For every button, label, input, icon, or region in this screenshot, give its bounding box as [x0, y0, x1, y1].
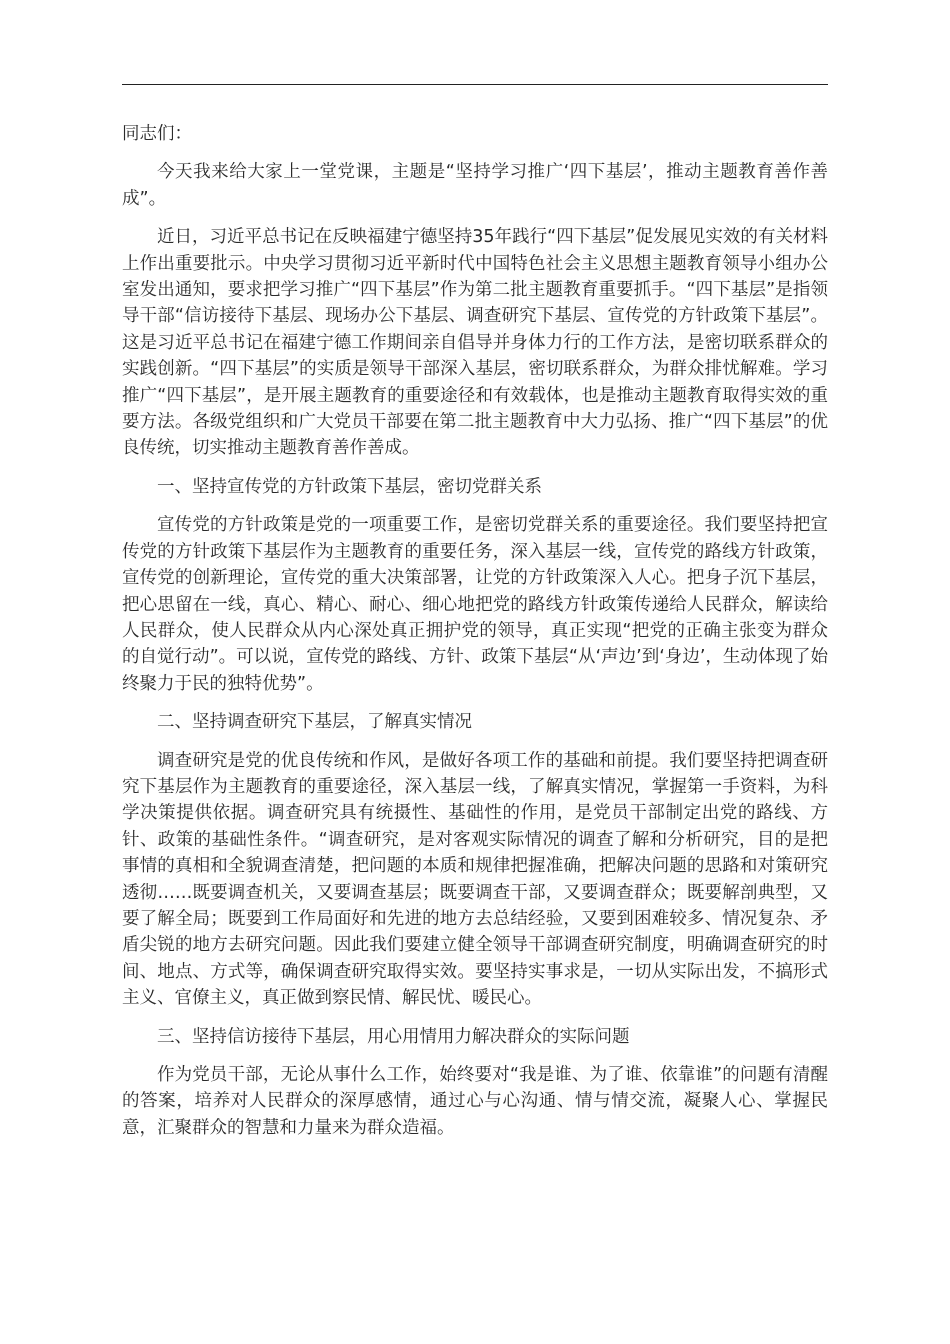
section-body-2: 调查研究是党的优良传统和作风，是做好各项工作的基础和前提。我们要坚持把调查研究下基层作为主题教育的重要途径，深入基层一线，了解真实情况，掌握第一手资料，为科学决策提供依据。调查研究具有统摄性、基础性的作用，是党员干部制定出党的路线、方针、政策的基础性条件。“调查研究，是对客观实际情况的调查了解和分析研究，目的是把事情的真相和全貌调查清楚，把问题的本质和规律把握准确，把解决问题的思路和对策研究透彻……既要调查机关，又要调查基层；既要调查干部，又要调查群众；既要解剖典型，又要了解全局；既要到工作局面好和先进的地方去总结经验，又要到困难较多、情况复杂、矛盾尖锐的地方去研究问题。因此我们要建立健全领导干部调查研究制度，明确调查研究的时间、地点、方式等，确保调查研究取得实效。要坚持实事求是，一切从实际出发，不搞形式主义、官僚主义，真正做到察民情、解民忧、暖民心。 — [122, 750, 828, 1009]
section-body-1: 宣传党的方针政策是党的一项重要工作，是密切党群关系的重要途径。我们要坚持把宣传党的方针政策下基层作为主题教育的重要任务，深入基层一线，宣传党的路线方针政策，宣传党的创新理论，宣传党的重大决策部署，让党的方针政策深入人心。把身子沉下基层，把心思留在一线，真心、精心、耐心、细心地把党的路线方针政策传递给人民群众，解读给人民群众，使人民群众从内心深处真正拥护党的领导，真正实现“把党的正确主张变为群众的自觉行动”。可以说，宣传党的路线、方针、政策下基层“从‘声边’到‘身边’，生动体现了始终聚力于民的独特优势”。 — [122, 515, 828, 694]
header-rule — [122, 84, 828, 85]
intro-paragraph: 今天我来给大家上一堂党课，主题是“坚持学习推广‘四下基层’，推动主题教育善作善成”。 — [122, 162, 828, 209]
section-body-3: 作为党员干部，无论从事什么工作，始终要对“我是谁、为了谁、依靠谁”的问题有清醒的答案，培养对人民群众的深厚感情，通过心与心沟通、情与情交流，凝聚人心、掌握民意，汇聚群众的智慧和力量来为群众造福。 — [122, 1065, 828, 1138]
section-heading-2: 二、坚持调查研究下基层，了解真实情况 — [157, 712, 472, 733]
section-heading-1: 一、坚持宣传党的方针政策下基层，密切党群关系 — [157, 476, 542, 497]
section-heading-3: 三、坚持信访接待下基层，用心用情用力解决群众的实际问题 — [157, 1026, 630, 1047]
document-body — [122, 121, 828, 1153]
salutation: 同志们： — [122, 124, 192, 144]
background-paragraph: 近日，习近平总书记在反映福建宁德坚持35年践行“四下基层”促发展见实效的有关材料上作出重要批示。中央学习贯彻习近平新时代中国特色社会主义思想主题教育领导小组办公室发出通知，要求把学习推广“四下基层”作为第二批主题教育重要抓手。“四下基层”是指领导干部“信访接待下基层、现场办公下基层、调查研究下基层、宣传党的方针政策下基层”。这是习近平总书记在福建宁德工作期间亲自倡导并身体力行的工作方法，是密切联系群众的实践创新。“四下基层”的实质是领导干部深入基层，密切联系群众，为群众排忧解难。学习推广“四下基层”，是开展主题教育的重要途径和有效载体，也是推动主题教育取得实效的重要方法。各级党组织和广大党员干部要在第二批主题教育中大力弘扬、推广“四下基层”的优良传统，切实推动主题教育善作善成。 — [122, 227, 828, 459]
